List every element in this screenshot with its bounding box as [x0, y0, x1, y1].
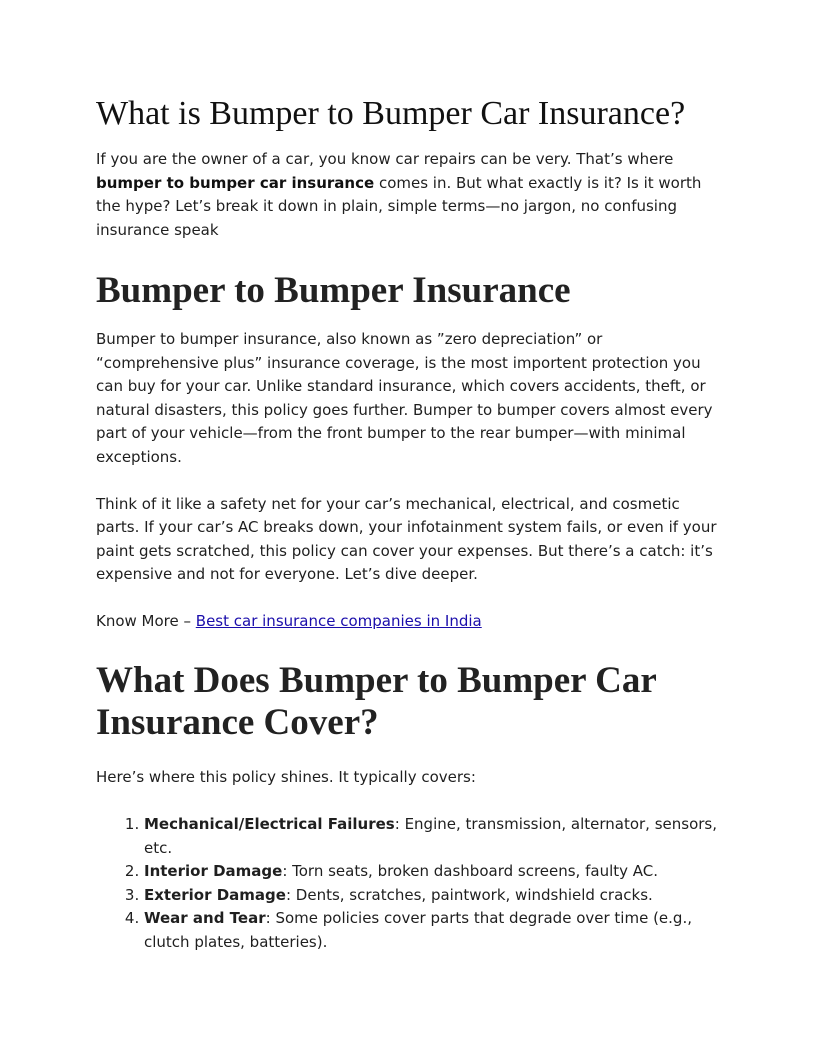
intro-text-b: comes in. But what exactly is it? Is it worth the hype? Let’s break it down in plain, simple terms—no jargon, no confusing insurance speak — [96, 173, 702, 239]
coverage-list — [96, 813, 726, 954]
know-more-line — [96, 610, 726, 634]
list-item-text: : Engine, transmission, alternator, sensors, etc. — [144, 815, 718, 857]
list-item-title: Interior Damage — [144, 862, 283, 880]
list-item — [144, 860, 726, 884]
list-item-title: Wear and Tear — [144, 909, 266, 927]
list-item-text: : Torn seats, broken dashboard screens, faulty AC. — [282, 862, 659, 880]
safety-net-paragraph: Think of it like a safety net for your car’s mechanical, electrical, and cosmetic parts. If your car’s AC breaks down, your infotainment system fails, or even if your paint gets scratched, this policy can cover your expenses. But there’s a catch: it’s expensive and not for everyone. Let’s dive deeper. — [96, 494, 717, 583]
intro-bold-phrase: bumper to bumper car insurance — [96, 173, 375, 192]
section-heading-bumper-insurance: Bumper to Bumper Insurance — [96, 270, 571, 311]
definition-paragraph: Bumper to bumper insurance, also known as ”zero depreciation” or “comprehensive plus” insurance coverage, is the most importent protection you can buy for your car. Unlike standard insurance, which covers accidents, theft, or natural disasters, this policy goes further. Bumper to bumper covers almost every part of your vehicle—from the front bumper to the rear bumper—with minimal exceptions. — [96, 330, 713, 466]
coverage-intro: Here’s where this policy shines. It typically covers: — [96, 767, 476, 786]
list-item — [144, 813, 726, 860]
intro-paragraph — [96, 148, 726, 242]
list-item-title: Mechanical/Electrical Failures — [144, 815, 395, 833]
article-title: What is Bumper to Bumper Car Insurance? — [96, 95, 686, 132]
list-item — [144, 907, 726, 954]
document-page — [96, 92, 726, 954]
best-insurance-companies-link[interactable]: Best car insurance companies in India — [195, 612, 482, 630]
section-heading-coverage: What Does Bumper to Bumper Car Insurance Cover? — [96, 659, 657, 743]
know-more-prefix: Know More – — [96, 612, 196, 630]
list-item-title: Exterior Damage — [144, 885, 286, 904]
list-item-text: : Dents, scratches, paintwork, windshield cracks. — [285, 885, 653, 904]
list-item — [144, 884, 726, 908]
list-item-text: : Some policies cover parts that degrade over time (e.g., clutch plates, batteries). — [144, 909, 692, 951]
intro-text-a: If you are the owner of a car, you know car repairs can be very. That’s where — [96, 150, 674, 168]
